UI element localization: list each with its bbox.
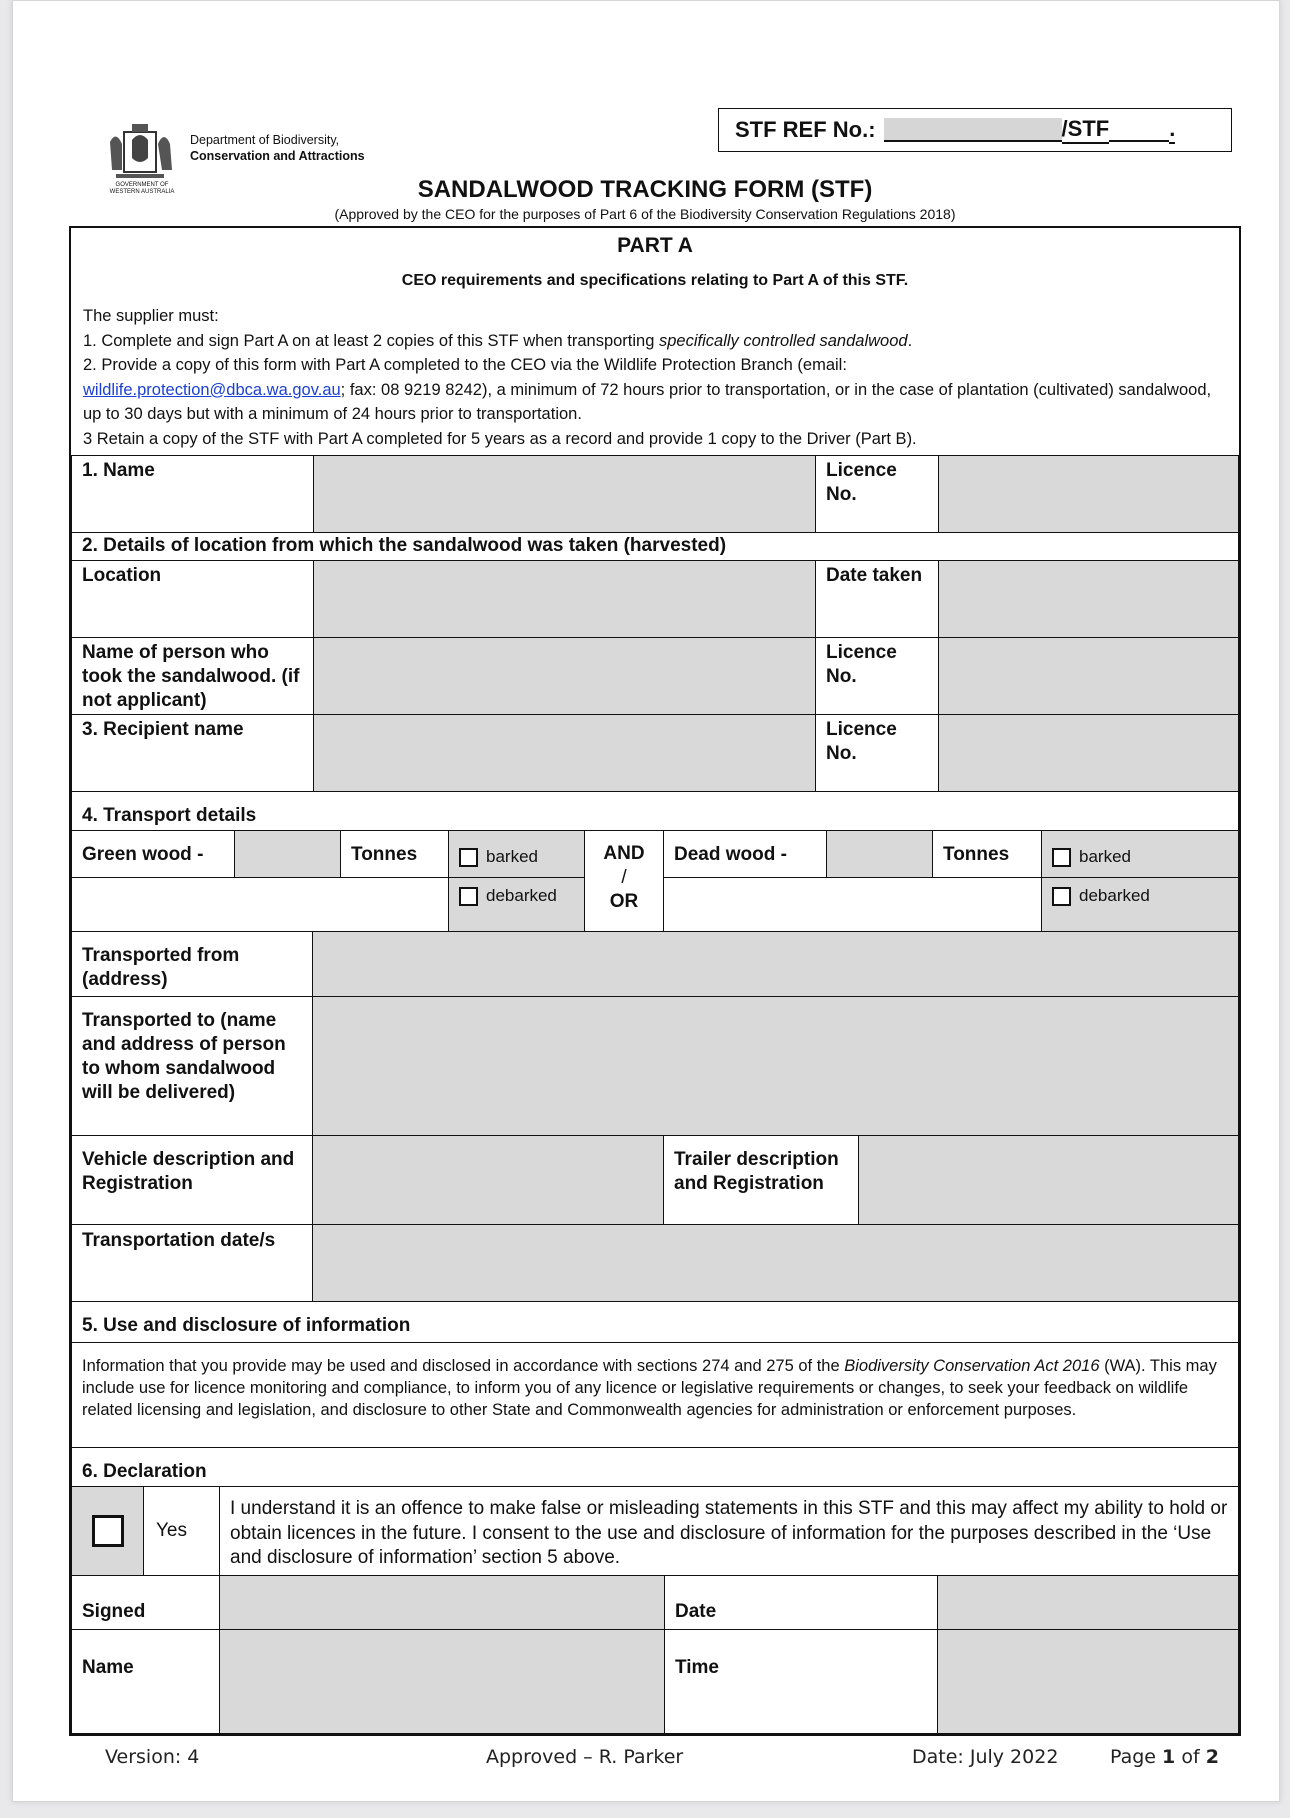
- ref-label: STF REF No.:: [735, 117, 876, 142]
- green-debarked-option[interactable]: [448, 877, 585, 932]
- dead-wood-notes-field[interactable]: [663, 877, 1042, 932]
- government-text-2: WESTERN AUSTRALIA: [109, 189, 175, 195]
- government-text-1: GOVERNMENT OF: [115, 182, 169, 188]
- green-tonnes-label: Tonnes: [340, 830, 449, 878]
- declaration-yes-label: Yes: [143, 1486, 220, 1576]
- recipient-name-label: 3. Recipient name: [71, 714, 314, 792]
- declarant-name-label: Name: [71, 1629, 220, 1734]
- footer-page-number: Page 1 of 2: [1110, 1746, 1219, 1768]
- section-5-heading: 5. Use and disclosure of information: [71, 1301, 1239, 1343]
- dead-wood-tonnes-field[interactable]: [826, 830, 933, 878]
- ref-suffix: /STF: [1062, 116, 1110, 144]
- footer-version: Version: 4: [105, 1746, 200, 1768]
- harvester-name-label: Name of person who took the sandalwood. (if not applicant): [71, 637, 314, 715]
- transport-date-field[interactable]: [312, 1224, 1239, 1302]
- vehicle-field[interactable]: [312, 1135, 664, 1225]
- signature-field[interactable]: [219, 1575, 665, 1630]
- green-debarked-checkbox[interactable]: [459, 887, 478, 906]
- declaration-checkbox-cell[interactable]: [71, 1486, 144, 1576]
- dead-debarked-checkbox[interactable]: [1052, 887, 1071, 906]
- part-a-title: PART A: [617, 234, 693, 257]
- dead-tonnes-label: Tonnes: [932, 830, 1042, 878]
- trailer-label: Trailer description and Registration: [663, 1135, 859, 1225]
- vehicle-label: Vehicle description and Registration: [71, 1135, 313, 1225]
- declaration-checkbox[interactable]: [92, 1515, 124, 1547]
- declaration-statement: I understand it is an offence to make false or misleading statements in this STF and this may affect my ability to hold or obtain licences in the future. I consent to the use and disclosure of information for the purposes described in the ‘Use and disclosure of information’ section 5 above.: [219, 1486, 1239, 1576]
- act-name: Biodiversity Conservation Act 2016: [844, 1357, 1100, 1375]
- section-4-heading: 4. Transport details: [71, 791, 1239, 831]
- date-taken-label: Date taken: [815, 560, 939, 638]
- dead-debarked-label: debarked: [1079, 886, 1150, 905]
- licence-label-2: Licence No.: [815, 637, 939, 715]
- department-name: [190, 132, 365, 164]
- licence-field-1[interactable]: [938, 455, 1239, 533]
- name-label: 1. Name: [71, 455, 314, 533]
- section-2-heading: 2. Details of location from which the sandalwood was taken (harvested): [71, 532, 1239, 561]
- footer-date: Date: July 2022: [912, 1746, 1059, 1768]
- and-or-label: [584, 830, 664, 932]
- transport-date-label: Transportation date/s: [71, 1224, 313, 1302]
- or-text: OR: [609, 891, 639, 912]
- licence-field-2[interactable]: [938, 637, 1239, 715]
- stf-ref-box: [718, 108, 1232, 152]
- recipient-name-field[interactable]: [313, 714, 816, 792]
- page-total: 2: [1205, 1746, 1219, 1768]
- green-wood-tonnes-field[interactable]: [234, 830, 341, 878]
- licence-label-1: Licence No.: [815, 455, 939, 533]
- location-label: Location: [71, 560, 314, 638]
- licence-field-3[interactable]: [938, 714, 1239, 792]
- declaration-time-label: Time: [664, 1629, 938, 1734]
- part-a-instructions: [83, 304, 1233, 451]
- signed-label: Signed: [71, 1575, 220, 1630]
- form-title: SANDALWOOD TRACKING FORM (STF): [417, 176, 873, 203]
- declaration-date-field[interactable]: [937, 1575, 1239, 1630]
- declaration-time-field[interactable]: [937, 1629, 1239, 1734]
- wildlife-protection-email-link[interactable]: wildlife.protection@dbca.wa.gov.au: [83, 380, 341, 399]
- and-text: AND: [603, 843, 645, 864]
- green-barked-checkbox[interactable]: [459, 848, 478, 867]
- dead-debarked-option[interactable]: [1041, 877, 1239, 932]
- harvester-name-field[interactable]: [313, 637, 816, 715]
- dead-wood-label: Dead wood -: [663, 830, 827, 878]
- declaration-date-label: Date: [664, 1575, 938, 1630]
- instruction-2: 2. Provide a copy of this form with Part A completed to the CEO via the Wildlife Protection Branch (email: wildlife.protection@dbca.wa.gov.au; fax: 08 9219 8242), a minimum of 72 hours prior to transportation, or in the case of plantation (cultivated) sandalwood, up to 30 days but with a minimum of 24 hours prior to transportation.: [83, 356, 1212, 423]
- dead-barked-checkbox[interactable]: [1052, 848, 1071, 867]
- trailer-field[interactable]: [858, 1135, 1239, 1225]
- instruction-1-emphasis: specifically controlled sandalwood: [659, 331, 908, 350]
- licence-label-3: Licence No.: [815, 714, 939, 792]
- page-current: 1: [1162, 1746, 1176, 1768]
- department-line-2: Conservation and Attractions: [190, 149, 365, 163]
- transported-from-field[interactable]: [312, 931, 1239, 997]
- ref-dot: .: [1169, 116, 1175, 144]
- instruction-3: 3 Retain a copy of the STF with Part A completed for 5 years as a record and provide 1 copy to the Driver (Part B).: [83, 429, 917, 448]
- ref-number-field[interactable]: [884, 118, 1062, 142]
- form-part-a: [69, 226, 1241, 1736]
- declarant-name-field[interactable]: [219, 1629, 665, 1734]
- name-field[interactable]: [313, 455, 816, 533]
- dead-barked-option[interactable]: [1041, 830, 1239, 878]
- transported-to-field[interactable]: [312, 996, 1239, 1136]
- green-barked-option[interactable]: [448, 830, 585, 878]
- green-wood-label: Green wood -: [71, 830, 235, 878]
- location-field[interactable]: [313, 560, 816, 638]
- department-line-1: Department of Biodiversity,: [190, 133, 340, 147]
- green-wood-notes-field[interactable]: [71, 877, 449, 932]
- date-taken-field[interactable]: [938, 560, 1239, 638]
- green-barked-label: barked: [486, 847, 538, 866]
- green-debarked-label: debarked: [486, 886, 557, 905]
- section-6-heading: 6. Declaration: [71, 1447, 1239, 1487]
- form-subtitle: (Approved by the CEO for the purposes of Part 6 of the Biodiversity Conservation Regulations 2018): [334, 206, 956, 222]
- transported-from-label: Transported from (address): [71, 931, 313, 997]
- part-a-subtitle: CEO requirements and specifications relating to Part A of this STF.: [401, 272, 909, 289]
- instruction-1: 1. Complete and sign Part A on at least 2 copies of this STF when transporting specifically controlled sandalwood.: [83, 331, 913, 350]
- slash-text: /: [621, 867, 627, 888]
- ref-stf-field[interactable]: [1109, 118, 1169, 142]
- intro-lead: The supplier must:: [83, 307, 219, 325]
- section-5-text: Information that you provide may be used and disclosed in accordance with sections 274 and 275 of the Biodiversity Conservation Act 2016 (WA). This may include use for licence monitoring and compliance, to inform you of any licence or legislative requirements or changes, to seek your feedback on wildlife related licensing and legislation, and disclosure to other State and Commonwealth agencies for administration or enforcement purposes.: [71, 1342, 1239, 1448]
- dead-barked-label: barked: [1079, 847, 1131, 866]
- transported-to-label: Transported to (name and address of person to whom sandalwood will be delivered): [71, 996, 313, 1136]
- footer-approved: Approved – R. Parker: [486, 1746, 684, 1768]
